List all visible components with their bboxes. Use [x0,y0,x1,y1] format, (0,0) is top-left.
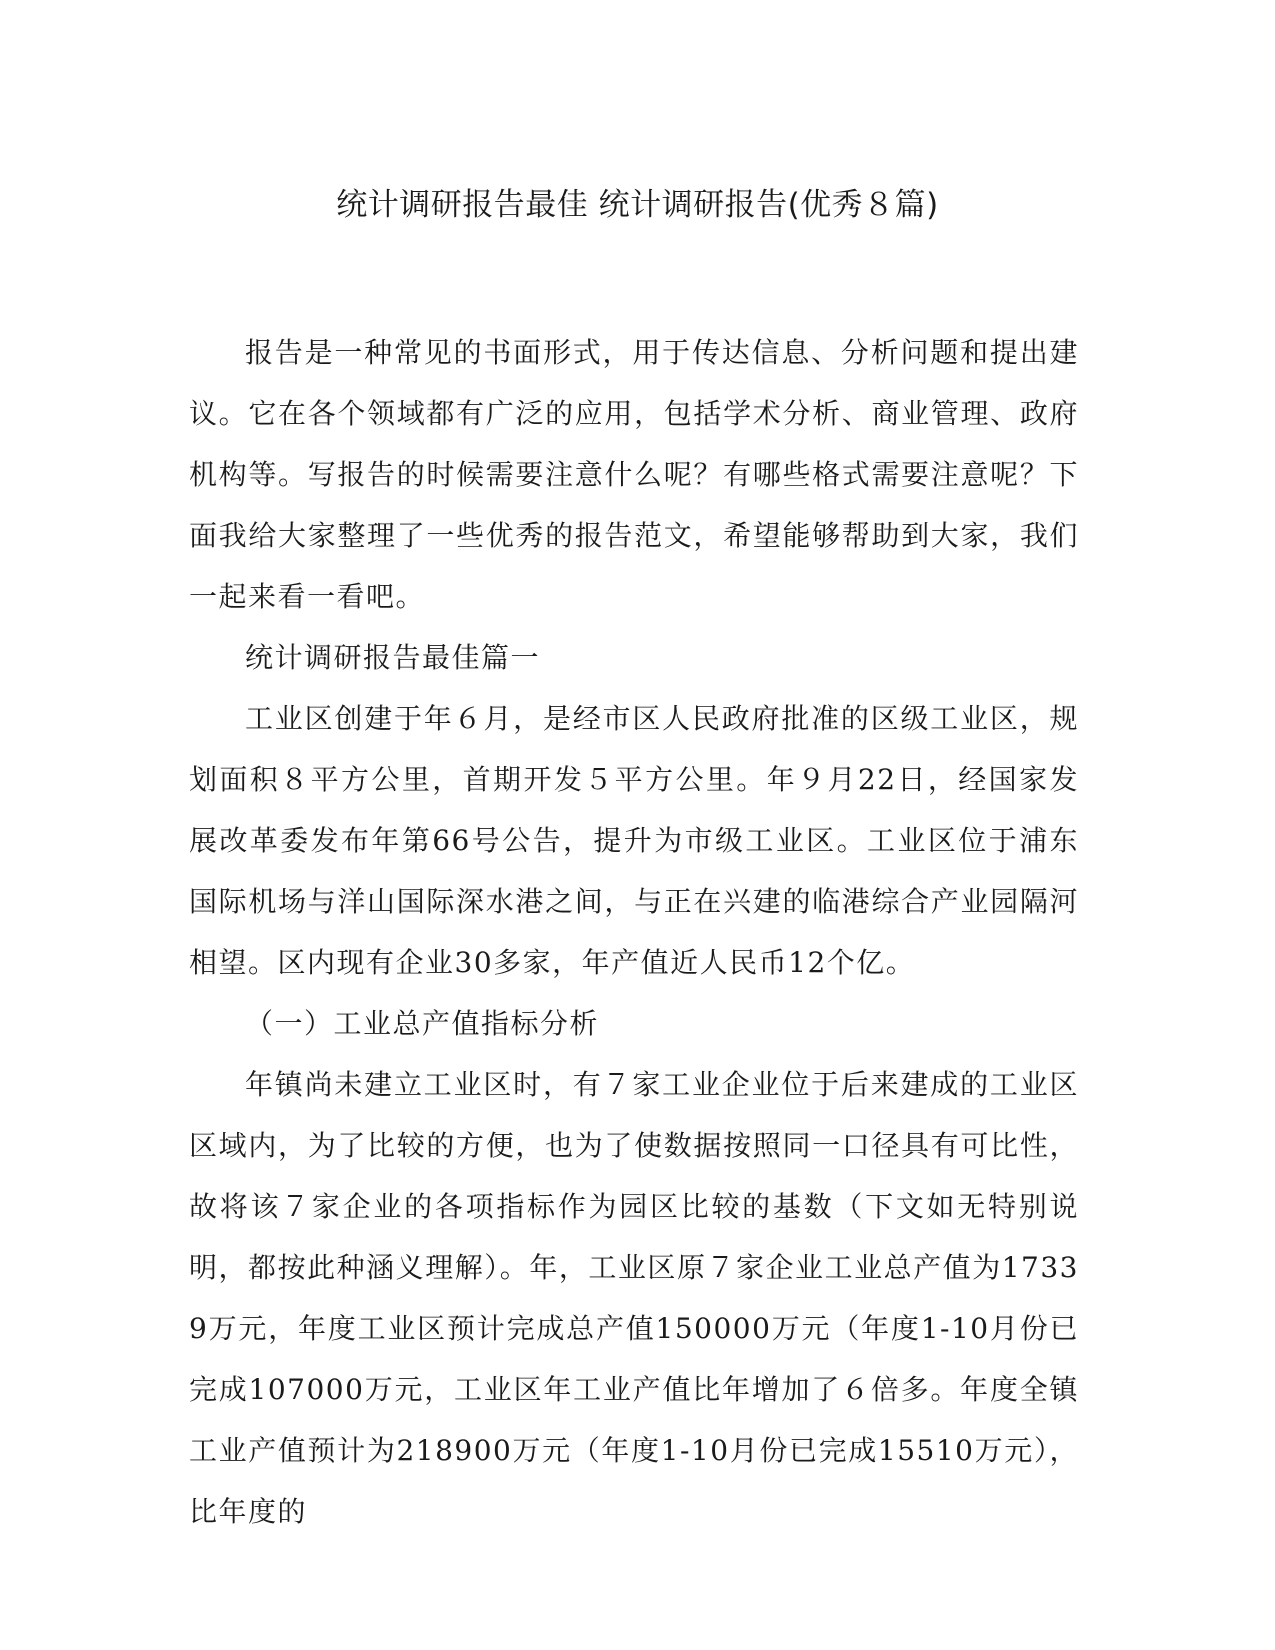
section-heading: 统计调研报告最佳篇一 [245,641,541,674]
subsection-heading: （一）工业总产值指标分析 [245,1007,600,1040]
section-paragraph: 工业区创建于年６月，是经市区人民政府批准的区级工业区，规划面积８平方公里，首期开发５平方公里。年９月22日，经国家发展改革委发布年第66号公告，提升为市级工业区。工业区位于浦东国际机场与洋山国际深水港之间，与正在兴建的临港综合产业园隔河相望。区内现有企业30多家，年产值近人民币12个亿。 [189,702,1079,979]
subsection-paragraph: 年镇尚未建立工业区时，有７家工业企业位于后来建成的工业区区域内，为了比较的方便，也为了使数据按照同一口径具有可比性，故将该７家企业的各项指标作为园区比较的基数（下文如无特别说明，都按此种涵义理解）。年，工业区原７家企业工业总产值为17339万元，年度工业区预计完成总产值150000万元（年度1-10月份已完成107000万元，工业区年工业产值比年增加了６倍多。年度全镇工业产值预计为218900万元（年度1-10月份已完成15510万元），比年度的 [189,1068,1079,1528]
document-title: 统计调研报告最佳 统计调研报告(优秀８篇) [336,187,939,223]
intro-paragraph: 报告是一种常见的书面形式，用于传达信息、分析问题和提出建议。它在各个领域都有广泛的应用，包括学术分析、商业管理、政府机构等。写报告的时候需要注意什么呢？有哪些格式需要注意呢？下面我给大家整理了一些优秀的报告范文，希望能够帮助到大家，我们一起来看一看吧。 [189,336,1079,613]
document-body [189,322,1079,1542]
